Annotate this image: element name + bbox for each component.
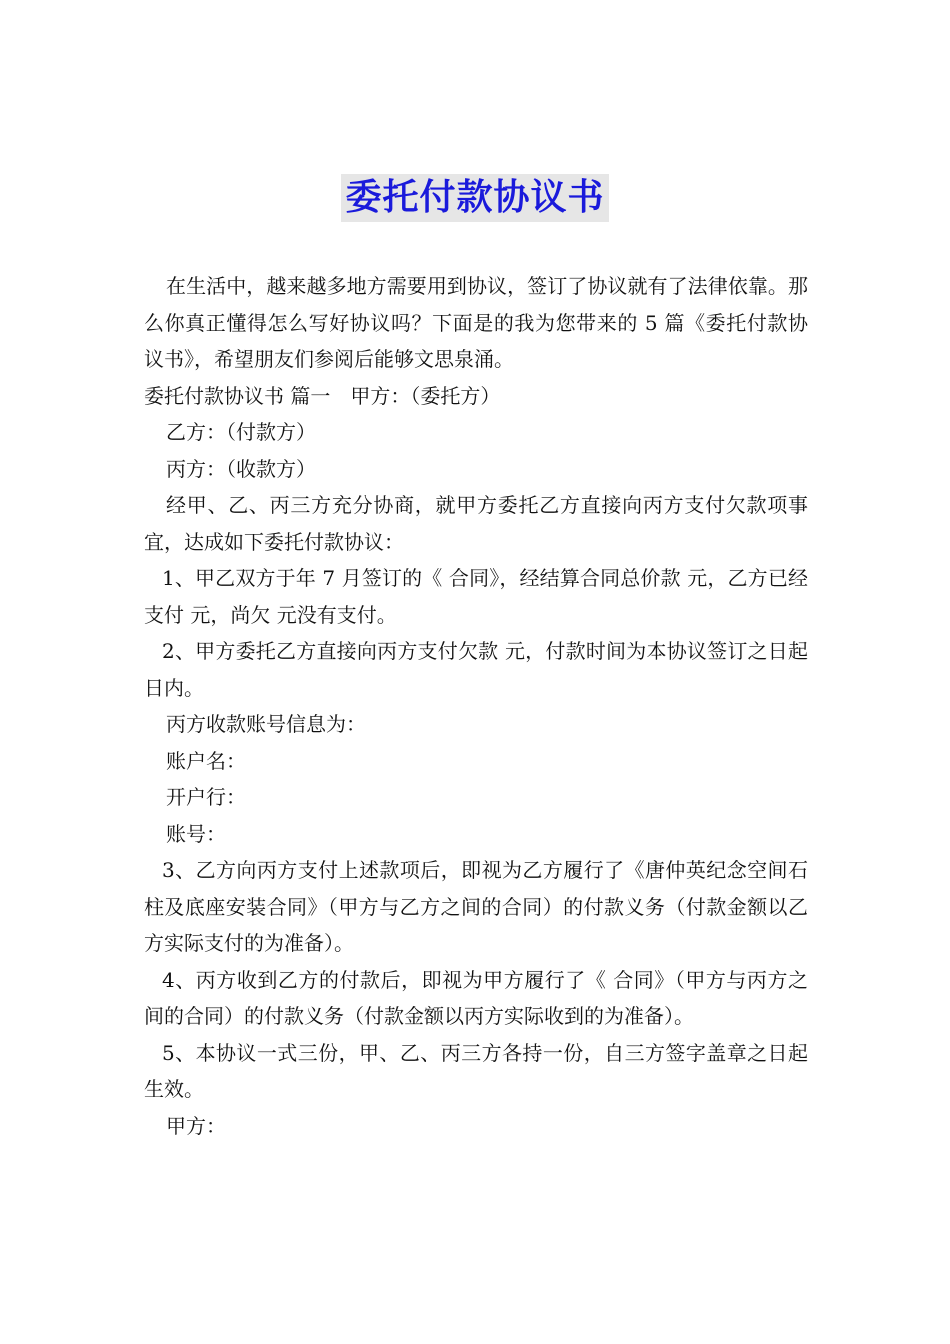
bank-line: 开户行：: [166, 785, 246, 809]
document-title: 委托付款协议书: [341, 174, 608, 222]
clause-4: 4、丙方收到乙方的付款后，即视为甲方履行了《 合同》（甲方与丙方之间的合同）的付款义务（付款金额以丙方实际收到的为准备）。: [144, 967, 808, 1028]
clause-5: 5、本协议一式三份，甲、乙、丙三方各持一份，自三方签字盖章之日起生效。: [144, 1040, 808, 1101]
party-b-line: 乙方：（付款方）: [166, 420, 316, 444]
clause-1: 1、甲乙双方于年 7 月签订的《 合同》，经结算合同总价款 元，乙方已经支付 元，尚欠 元没有支付。: [144, 566, 808, 627]
agreement-preamble: 经甲、乙、丙三方充分协商，就甲方委托乙方直接向丙方支付欠款项事宜，达成如下委托付款协议：: [144, 493, 808, 554]
intro-paragraph: 在生活中，越来越多地方需要用到协议，签订了协议就有了法律依靠。那么你真正懂得怎么写好协议吗？下面是的我为您带来的 5 篇《委托付款协议书》，希望朋友们参阅后能够文思泉涌。: [144, 274, 808, 371]
clause-3: 3、乙方向丙方支付上述款项后，即视为乙方履行了《唐仲英纪念空间石柱及底座安装合同》（甲方与乙方之间的合同）的付款义务（付款金额以乙方实际支付的为准备）。: [144, 858, 808, 955]
section-heading-party-a: 委托付款协议书 篇一 甲方：（委托方）: [144, 383, 501, 408]
party-c-line: 丙方：（收款方）: [166, 456, 316, 481]
document-body: [144, 268, 808, 1144]
account-number-line: 账号：: [166, 821, 226, 846]
signature-party-a: 甲方：: [166, 1113, 226, 1138]
clause-2: 2、甲方委托乙方直接向丙方支付欠款 元，付款时间为本协议签订之日起 日内。: [144, 639, 808, 700]
account-name-line: 账户名：: [166, 748, 246, 773]
title-wrap: [0, 174, 950, 222]
account-info-heading: 丙方收款账号信息为：: [166, 712, 366, 736]
